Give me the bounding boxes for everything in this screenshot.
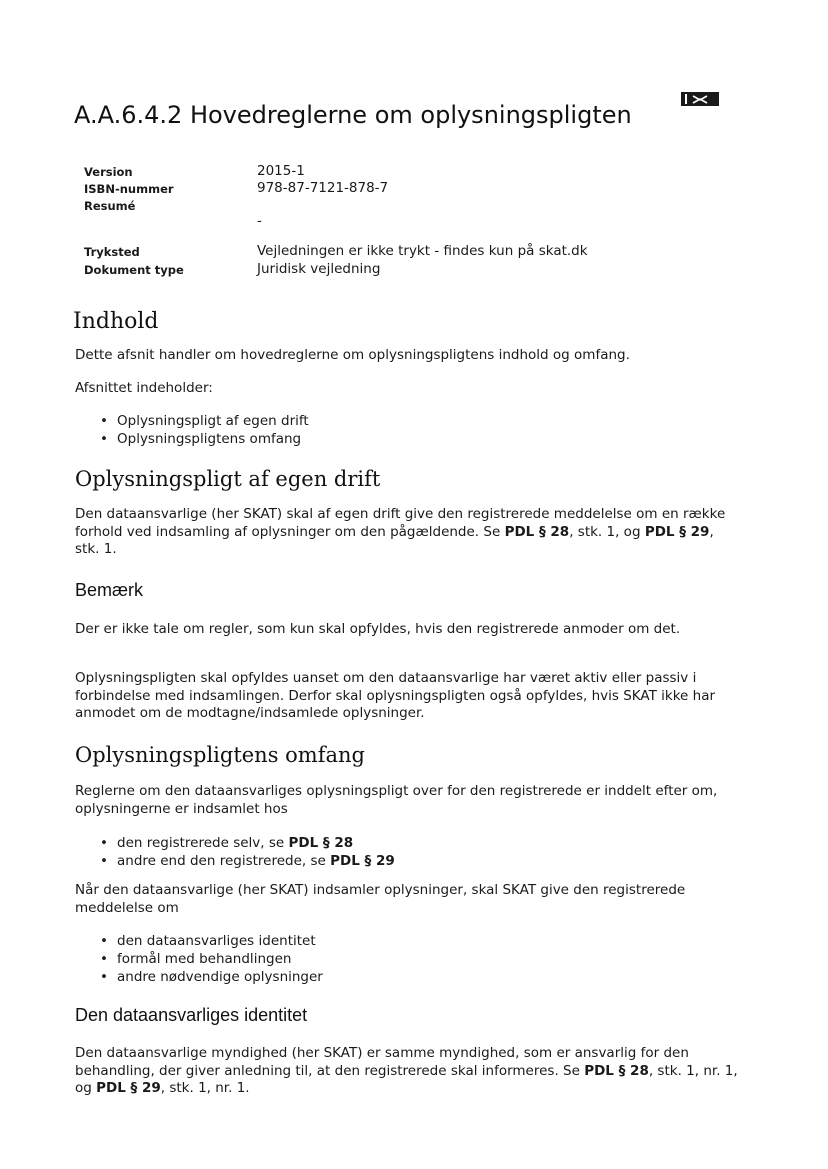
list-item[interactable]: • Oplysningspligtens omfang [100,430,309,448]
pdl-29-link[interactable]: PDL § 29 [96,1080,161,1096]
text-run: den registrerede selv, se [117,835,289,851]
bemaerk-paragraph-2: Oplysningspligten skal opfyldes uanset om den dataansvarlige har været aktiv eller passiv i forbindelse med indsamlingen. Derfor skal oplysningspligten også opfyldes, hvis SKAT ikke har anmodet om de modtagne/indsamlede oplysninger. [75,670,716,721]
page-title: A.A.6.4.2 Hovedreglerne om oplysningspligten [74,101,632,129]
list-item: • den dataansvarliges identitet [100,932,323,950]
omfang-heading: Oplysningspligtens omfang [75,743,365,767]
resume-value: - [257,213,262,229]
version-value: 2015-1 [257,163,305,179]
tryksted-value: Vejledningen er ikke trykt - findes kun på skat.dk [257,243,588,259]
indhold-intro: Afsnittet indeholder: [75,380,213,396]
indhold-heading: Indhold [73,309,159,334]
omfang-paragraph-1: Reglerne om den dataansvarliges oplysningspligt over for den registrerede er inddelt efter om, oplysningerne er indsamlet hos [75,783,718,817]
doktype-value: Juridisk vejledning [257,261,381,277]
omfang-list-2 [100,932,323,986]
egen-drift-heading: Oplysningspligt af egen drift [75,467,381,491]
tryksted-label: Tryksted [84,245,140,259]
version-label: Version [84,165,133,179]
list-item [100,834,395,852]
bemaerk-heading: Bemærk [75,580,144,600]
text-run: andre end den registrerede, se [117,853,331,869]
list-item: • formål med behandlingen [100,950,323,968]
text-run: , stk. 1, nr. 1, og [75,1062,738,1096]
print-icon[interactable] [681,92,719,106]
resume-label: Resumé [84,199,136,213]
indhold-paragraph: Dette afsnit handler om hovedreglerne om oplysningspligtens indhold og omfang. [75,347,630,363]
text-run: , stk. 1, og [569,523,645,540]
pdl-28-link[interactable]: PDL § 28 [584,1062,649,1079]
isbn-value: 978-87-7121-878-7 [257,180,389,196]
omfang-list-1 [100,834,395,870]
text-run: , stk. 1, nr. 1. [160,1080,250,1096]
text-run: Den dataansvarlige myndighed (her SKAT) er samme myndighed, som er ansvarlig for den behandling, der giver anledning til, at den registrerede skal informeres. Se [75,1045,689,1079]
egen-drift-paragraph [75,506,740,559]
pdl-28-link[interactable]: PDL § 28 [504,523,570,540]
pdl-29-link[interactable]: PDL § 29 [330,853,395,869]
isbn-label: ISBN-nummer [84,182,174,196]
list-item: • andre nødvendige oplysninger [100,968,323,986]
text-run: , stk. 1. [75,523,714,557]
identitet-paragraph [75,1045,740,1098]
doktype-label: Dokument type [84,263,184,277]
indhold-list [100,412,309,448]
omfang-paragraph-2: Når den dataansvarlige (her SKAT) indsamler oplysninger, skal SKAT give den registrerede meddelelse om [75,882,686,916]
identitet-heading: Den dataansvarliges identitet [75,1005,308,1025]
text-run: Den dataansvarlige (her SKAT) skal af egen drift give den registrerede meddelelse om en række forhold ved indsamling af oplysninger om den pågældende. Se [75,506,726,540]
list-item[interactable]: • Oplysningspligt af egen drift [100,412,309,430]
list-item [100,852,395,870]
pdl-29-link[interactable]: PDL § 29 [644,523,710,540]
bemaerk-paragraph-1: Der er ikke tale om regler, som kun skal opfyldes, hvis den registrerede anmoder om det. [75,621,681,637]
pdl-28-link[interactable]: PDL § 28 [288,835,354,851]
